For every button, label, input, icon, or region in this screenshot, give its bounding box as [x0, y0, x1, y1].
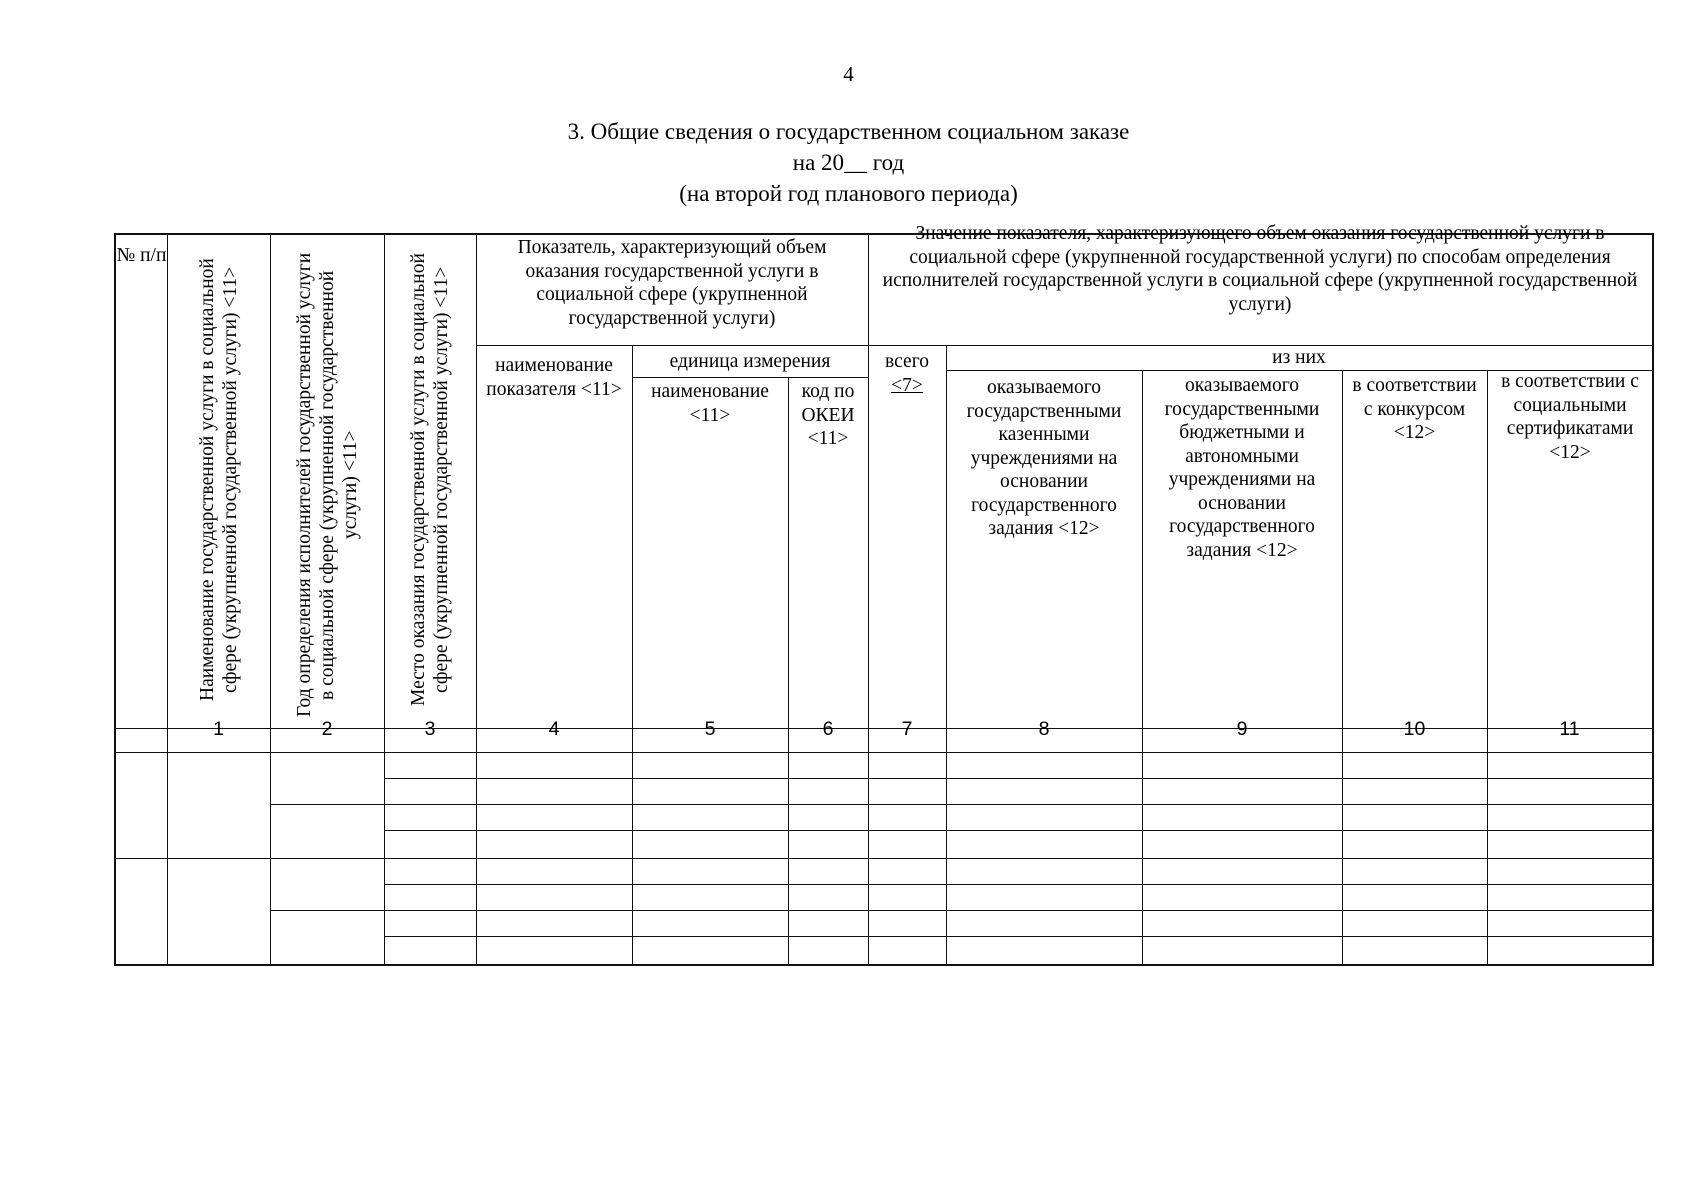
- indicator-name-header: наименование показателя <11>: [486, 355, 622, 400]
- col9-header: оказываемого государственными бюджетными и автономными учреждениями на основании государственного задания <12>: [1164, 375, 1320, 561]
- of-them-header: из них: [1272, 347, 1326, 368]
- title-line-2: на 20__ год: [792, 150, 905, 175]
- col3-header: Место оказания государственной услуги в социальной сфере (укрупненной государственной услуги) <11>: [408, 253, 452, 707]
- col2-header: Год определения исполнителей государственной услуги в социальной сфере (укрупненной государственной услуги) <11>: [293, 252, 361, 718]
- col1-header: Наименование государственной услуги в социальной сфере (укрупненной государственной услуги) <11>: [196, 258, 241, 702]
- column-number-3: 3: [424, 718, 436, 740]
- title-line-3: (на второй год планового периода): [679, 181, 1018, 206]
- unit-code-header: код по ОКЕИ <11>: [801, 381, 855, 449]
- col-number-header: № п/п: [116, 245, 167, 266]
- col10-header: в соответствии с конкурсом <12>: [1352, 375, 1477, 443]
- page-number: 4: [843, 62, 854, 86]
- unit-group-header: единица измерения: [669, 351, 831, 372]
- indicator-group-header: Показатель, характеризующий объем оказания государственной услуги в социальной сфере (укрупненной государственной услуги): [517, 237, 827, 329]
- total-label: всего: [885, 351, 929, 372]
- column-number-7: 7: [901, 718, 913, 740]
- column-number-2: 2: [321, 718, 333, 740]
- column-number-1: 1: [213, 718, 224, 740]
- column-number-9: 9: [1236, 718, 1248, 740]
- column-number-11: 11: [1559, 718, 1580, 740]
- title-line-1: 3. Общие сведения о государственном социальном заказе: [567, 119, 1130, 144]
- total-header: [868, 350, 946, 397]
- unit-name-header: наименование <11>: [651, 381, 769, 426]
- column-number-10: 10: [1403, 718, 1426, 740]
- value-group-header: Значение показателя, характеризующего объем оказания государственной услуги в социальной сфере (укрупненной государственной услуги) по способам определения исполнителей государственной услуги в социальной сфере (укрупненной государственной услуги): [882, 223, 1638, 315]
- total-ref: <7>: [891, 374, 923, 396]
- column-number-5: 5: [704, 718, 716, 740]
- column-number-6: 6: [822, 718, 834, 740]
- col8-header: оказываемого государственными казенными учреждениями на основании государственного задания <12>: [966, 377, 1122, 539]
- col11-header: в соответствии с социальными сертификатами <12>: [1501, 371, 1639, 463]
- column-number-8: 8: [1038, 718, 1050, 740]
- column-number-4: 4: [548, 718, 560, 740]
